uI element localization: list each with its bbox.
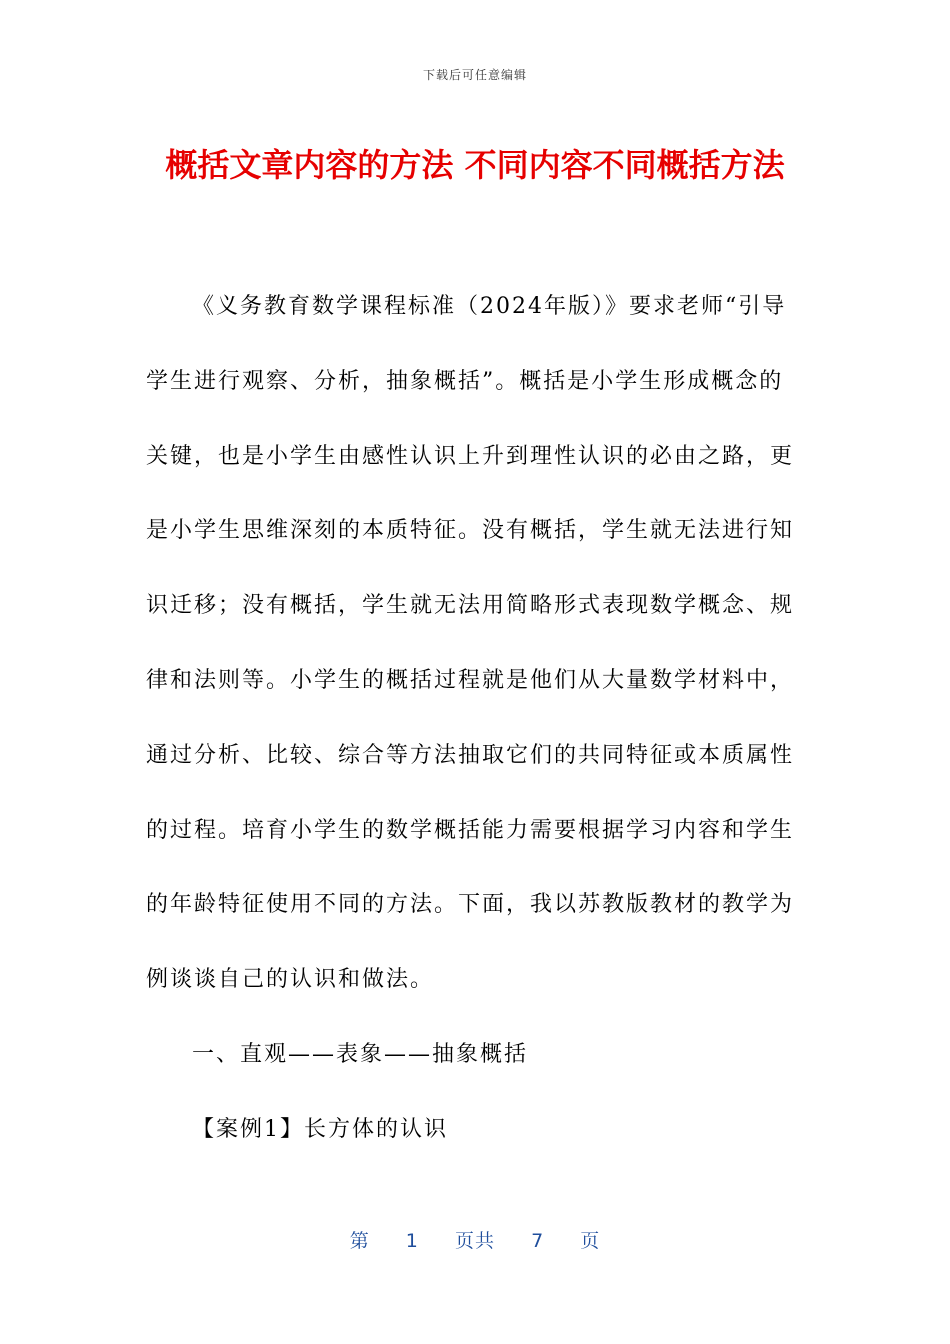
footer-prefix: 第 [349, 1230, 370, 1252]
paragraph-line: 《义务教育数学课程标准（2024年版）》要求老师“引导 [192, 294, 787, 319]
document-title: 概括文章内容的方法 不同内容不同概括方法 [165, 146, 785, 184]
paragraph-line: 例谈谈自己的认识和做法。 [146, 967, 435, 993]
paragraph-line: 学生进行观察、分析，抽象概括”。概括是小学生形成概念的 [146, 368, 784, 394]
footer-middle: 页共 [454, 1230, 495, 1252]
paragraph-line: 律和法则等。小学生的概括过程就是他们从大量数学材料中， [146, 667, 795, 693]
paragraph-line: 是小学生思维深刻的本质特征。没有概括，学生就无法进行知 [146, 518, 795, 544]
intro-paragraph [146, 270, 806, 1018]
paragraph-line: 关键，也是小学生由感性认识上升到理性认识的必由之路，更 [146, 443, 795, 469]
paragraph-line: 通过分析、比较、综合等方法抽取它们的共同特征或本质属性 [146, 742, 795, 768]
document-body [146, 270, 806, 1168]
paragraph-line: 的过程。培育小学生的数学概括能力需要根据学习内容和学生 [146, 817, 795, 843]
page-footer [0, 1226, 950, 1253]
paragraph-line: 的年龄特征使用不同的方法。下面，我以苏教版教材的教学为 [146, 892, 795, 918]
footer-suffix: 页 [580, 1230, 601, 1252]
paragraph-line: 识迁移；没有概括，学生就无法用简略形式表现数学概念、规 [146, 593, 795, 619]
footer-total-pages: 7 [531, 1230, 545, 1252]
section-heading: 一、直观——表象——抽象概括 [192, 1041, 529, 1067]
footer-page-number: 1 [405, 1230, 419, 1252]
case-heading: 【案例1】长方体的认识 [192, 1116, 448, 1142]
header-note: 下载后可任意编辑 [422, 68, 527, 82]
